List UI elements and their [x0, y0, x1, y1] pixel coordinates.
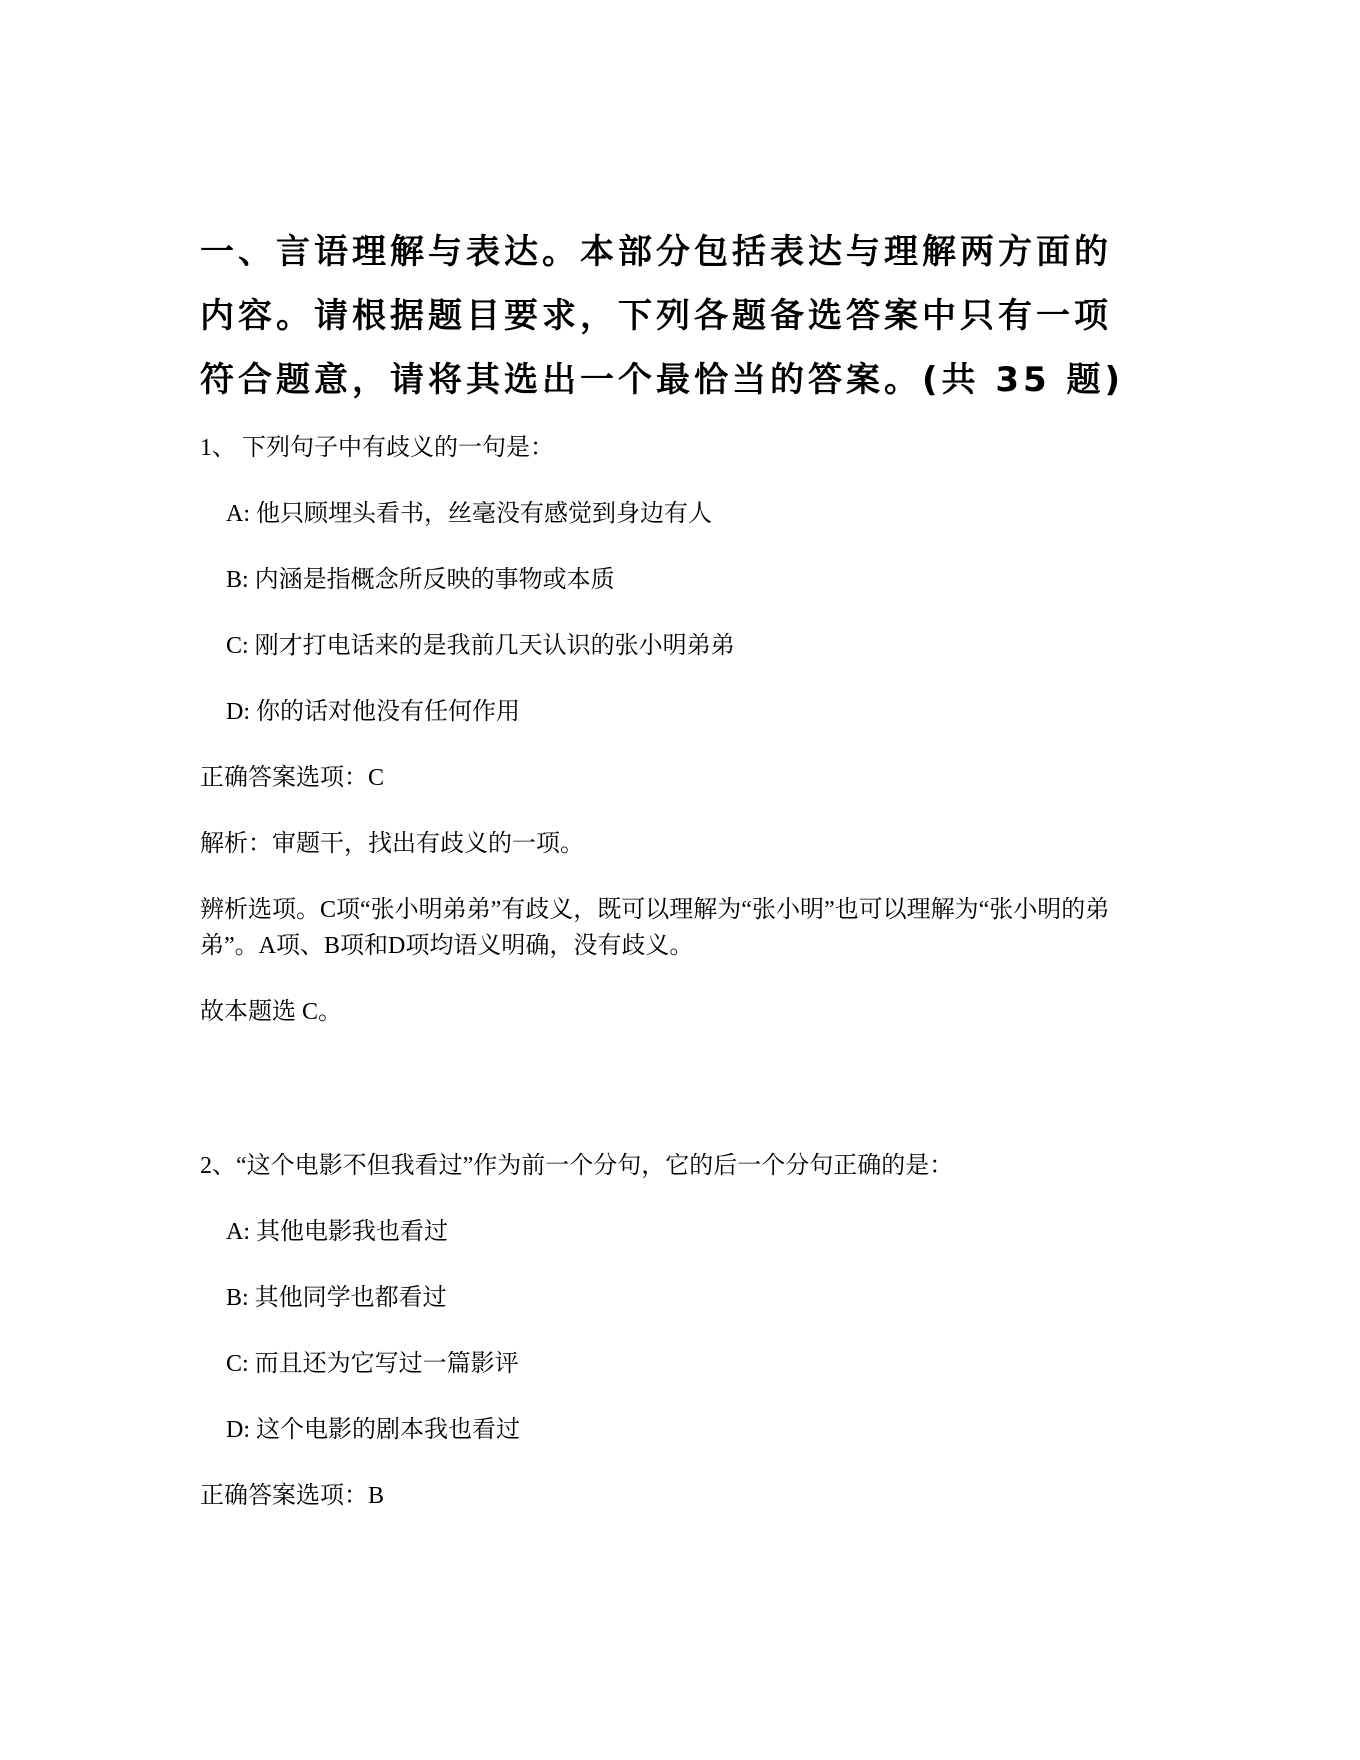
question-1-analysis: 解析：审题干，找出有歧义的一项。	[200, 831, 584, 857]
question-2-stem: 2、“这个电影不但我看过”作为前一个分句，它的后一个分句正确的是：	[200, 1153, 954, 1179]
question-1-option-c: C: 刚才打电话来的是我前几天认识的张小明弟弟	[226, 633, 735, 659]
question-2	[200, 1148, 1160, 1514]
question-1-analysis-body: 辨析选项。C项“张小明弟弟”有歧义，既可以理解为“张小明”也可以理解为“张小明的弟弟”。A项、B项和D项均语义明确，没有歧义。	[200, 897, 1110, 959]
question-1	[200, 430, 1160, 1030]
question-2-answer: 正确答案选项：B	[200, 1483, 385, 1509]
question-1-option-a: A: 他只顾埋头看书，丝毫没有感觉到身边有人	[226, 501, 712, 527]
section-heading: 一、言语理解与表达。本部分包括表达与理解两方面的内容。请根据题目要求，下列各题备选答案中只有一项符合题意，请将其选出一个最恰当的答案。(共 35 题)	[200, 232, 1125, 400]
question-1-option-d: D: 你的话对他没有任何作用	[226, 699, 520, 725]
question-2-option-a: A: 其他电影我也看过	[226, 1219, 448, 1245]
document-page	[200, 220, 1160, 1514]
question-1-stem: 1、 下列句子中有歧义的一句是：	[200, 435, 554, 461]
question-2-option-d: D: 这个电影的剧本我也看过	[226, 1417, 520, 1443]
question-1-conclusion: 故本题选 C。	[200, 999, 343, 1025]
question-1-option-b: B: 内涵是指概念所反映的事物或本质	[226, 567, 615, 593]
question-2-option-b: B: 其他同学也都看过	[226, 1285, 447, 1311]
question-1-answer: 正确答案选项：C	[200, 765, 385, 791]
question-spacer	[200, 1030, 1160, 1148]
question-2-option-c: C: 而且还为它写过一篇影评	[226, 1351, 519, 1377]
